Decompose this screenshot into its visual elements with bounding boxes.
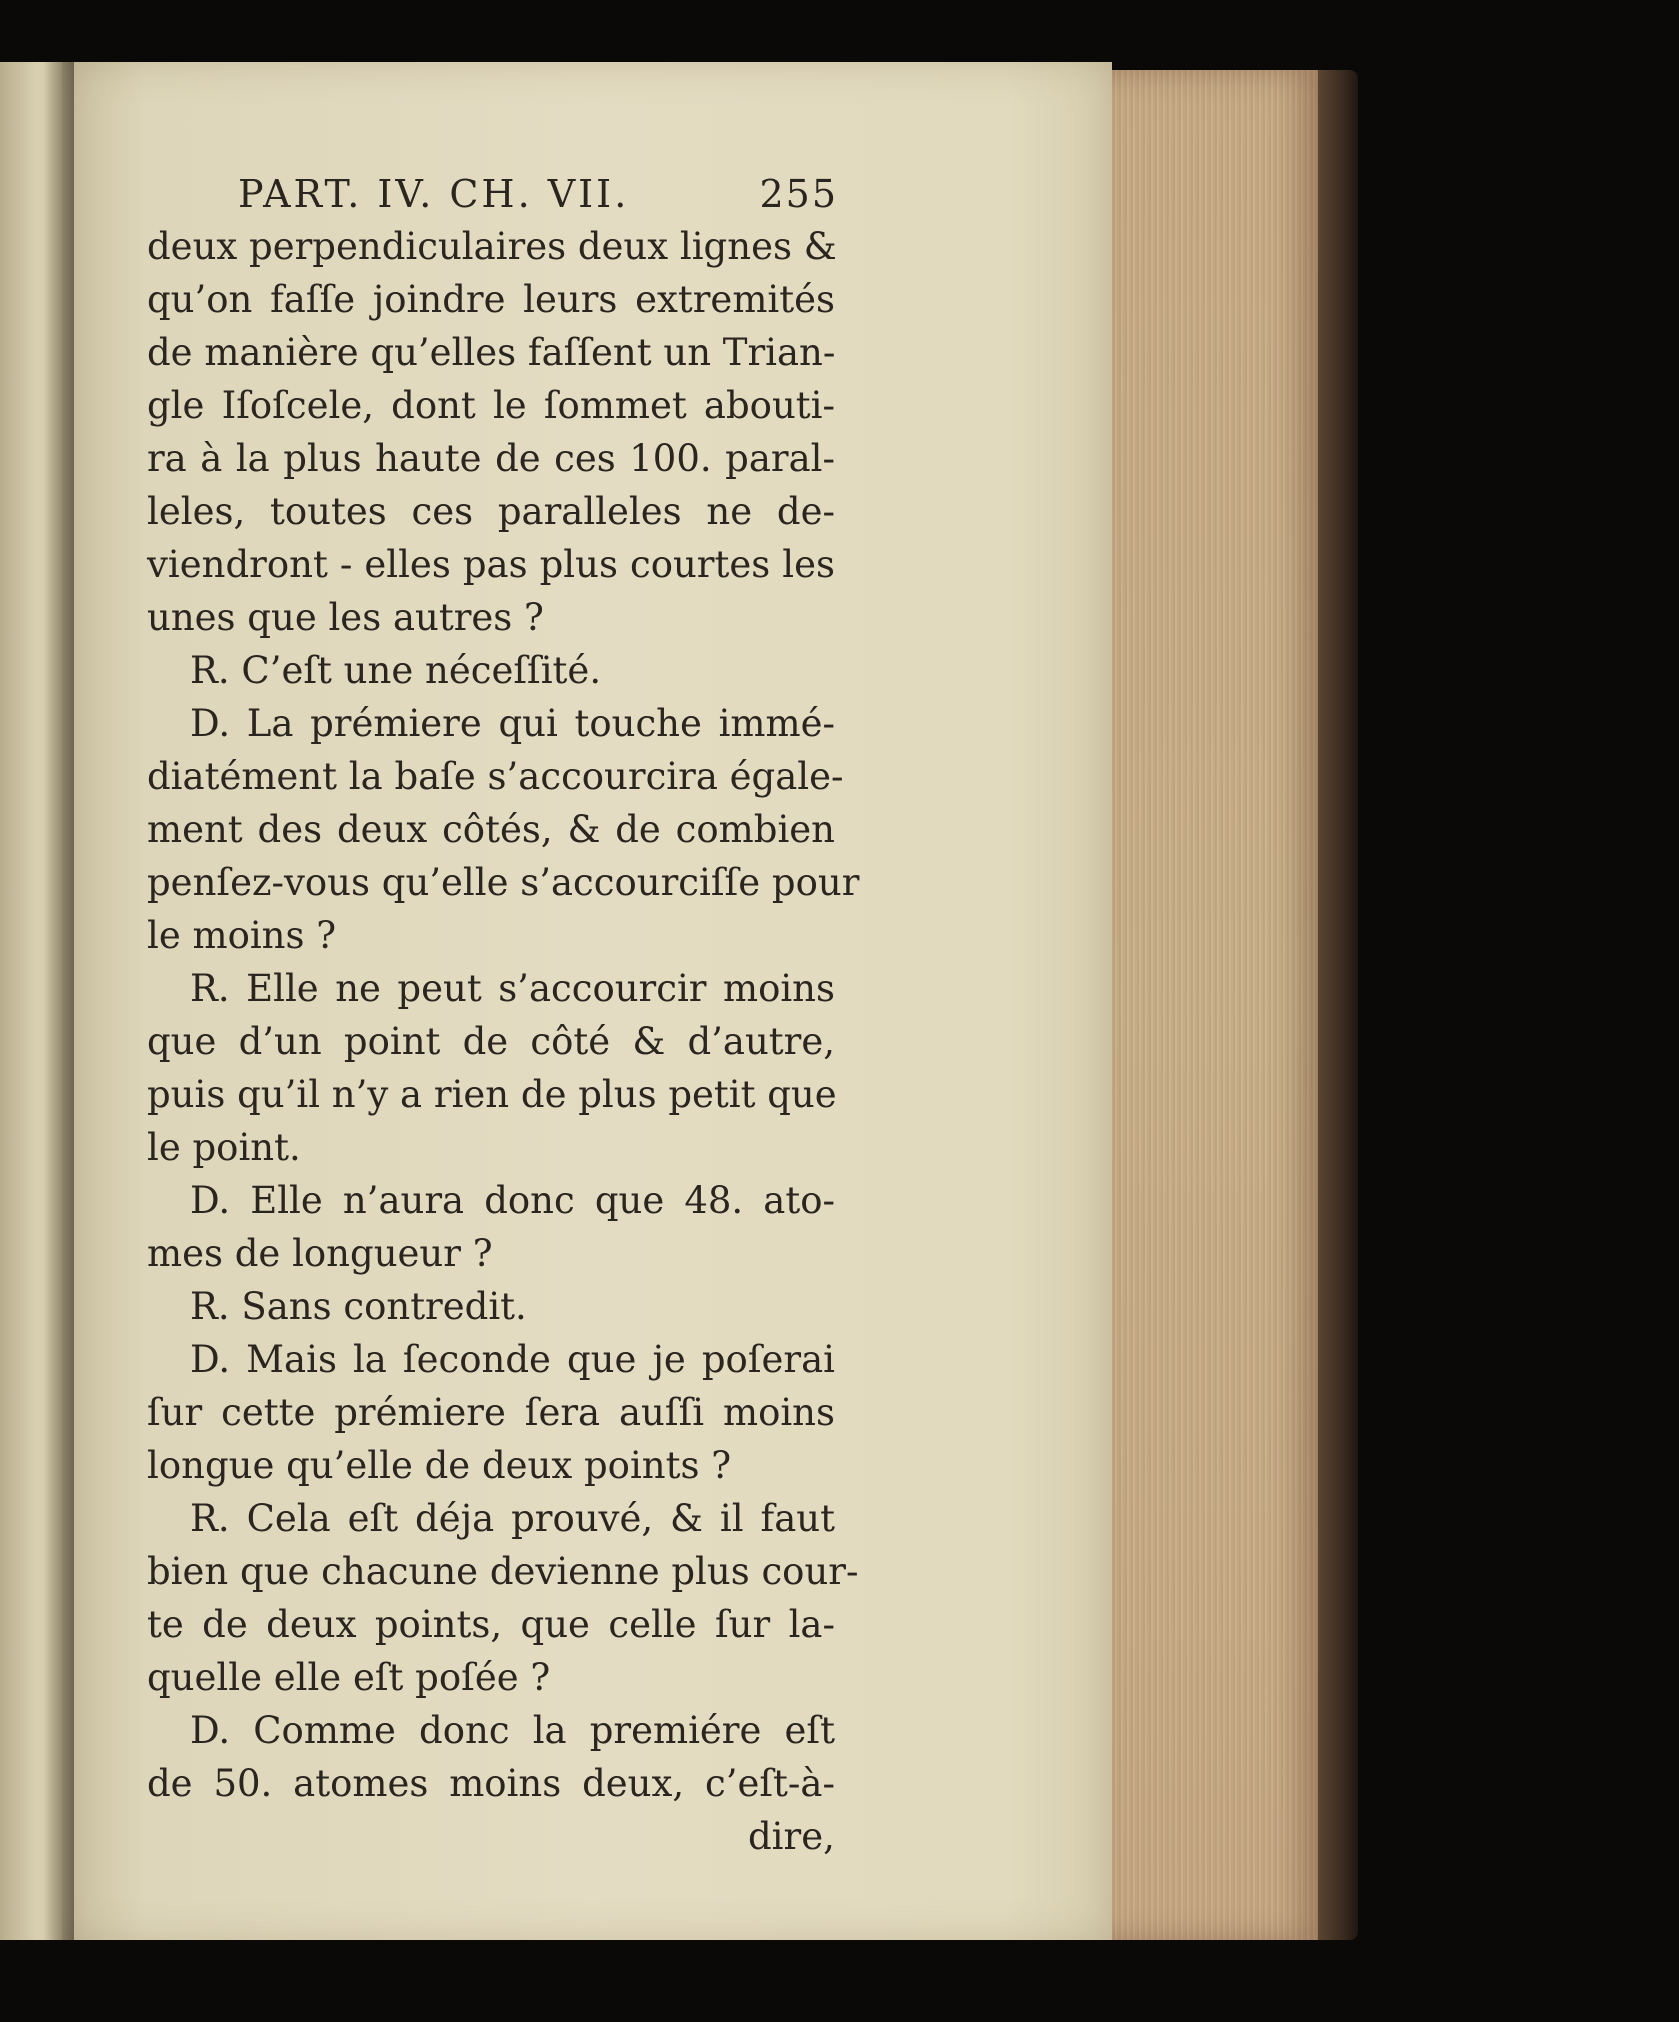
text-line: R. Sans contredit.	[190, 1285, 527, 1328]
text-line: ment des deux côtés, & de combien	[147, 808, 835, 851]
text-line: D. La prémiere qui touche immé-	[190, 702, 835, 745]
text-line: dire,	[748, 1815, 835, 1858]
text-line: puis qu’il n’y a rien de plus petit que	[147, 1073, 837, 1116]
text-line: viendront - elles pas plus courtes les	[147, 543, 835, 586]
text-line: le moins ?	[147, 914, 337, 957]
text-line: leles, toutes ces paralleles ne de-	[147, 490, 835, 533]
text-line: te de deux points, que celle ſur la-	[147, 1603, 835, 1646]
page-number: 255	[759, 172, 838, 216]
text-line: qu’on faſſe joindre leurs extremités	[147, 278, 835, 321]
text-line: longue qu’elle de deux points ?	[147, 1444, 732, 1487]
text-line: ſur cette prémiere ſera auſſi moins	[147, 1391, 835, 1434]
text-line: mes de longueur ?	[147, 1232, 493, 1275]
text-line: diatément la baſe s’accourcira égale-	[147, 755, 844, 798]
text-line: R. C’eſt une néceſſité.	[190, 649, 602, 692]
text-line: R. Elle ne peut s’accourcir moins	[190, 967, 835, 1010]
text-line: D. Elle n’aura donc que 48. ato-	[190, 1179, 835, 1222]
text-line: de manière qu’elles faſſent un Trian-	[147, 331, 836, 374]
running-title: PART. IV. CH. VII.	[238, 172, 630, 216]
text-line: gle Iſoſcele, dont le ſommet abouti-	[147, 384, 835, 427]
text-line: que d’un point de côté & d’autre,	[147, 1020, 835, 1063]
text-line: le point.	[147, 1126, 301, 1169]
text-line: deux perpendiculaires deux lignes &	[147, 225, 837, 268]
text-line: unes que les autres ?	[147, 596, 544, 639]
text-line: D. Comme donc la premiére eſt	[190, 1709, 835, 1752]
running-header	[238, 172, 838, 216]
scan-background	[0, 1940, 1679, 2022]
text-line: R. Cela eſt déja prouvé, & il faut	[190, 1497, 835, 1540]
text-line: D. Mais la ſeconde que je poſerai	[190, 1338, 835, 1381]
text-line: ra à la plus haute de ces 100. paral-	[147, 437, 835, 480]
text-line: de 50. atomes moins deux, c’eſt-à-	[147, 1762, 835, 1805]
text-line: penſez-vous qu’elle s’accourciſſe pour	[147, 861, 860, 904]
text-line: bien que chacune devienne plus cour-	[147, 1550, 859, 1593]
text-line: quelle elle eſt poſée ?	[147, 1656, 551, 1699]
